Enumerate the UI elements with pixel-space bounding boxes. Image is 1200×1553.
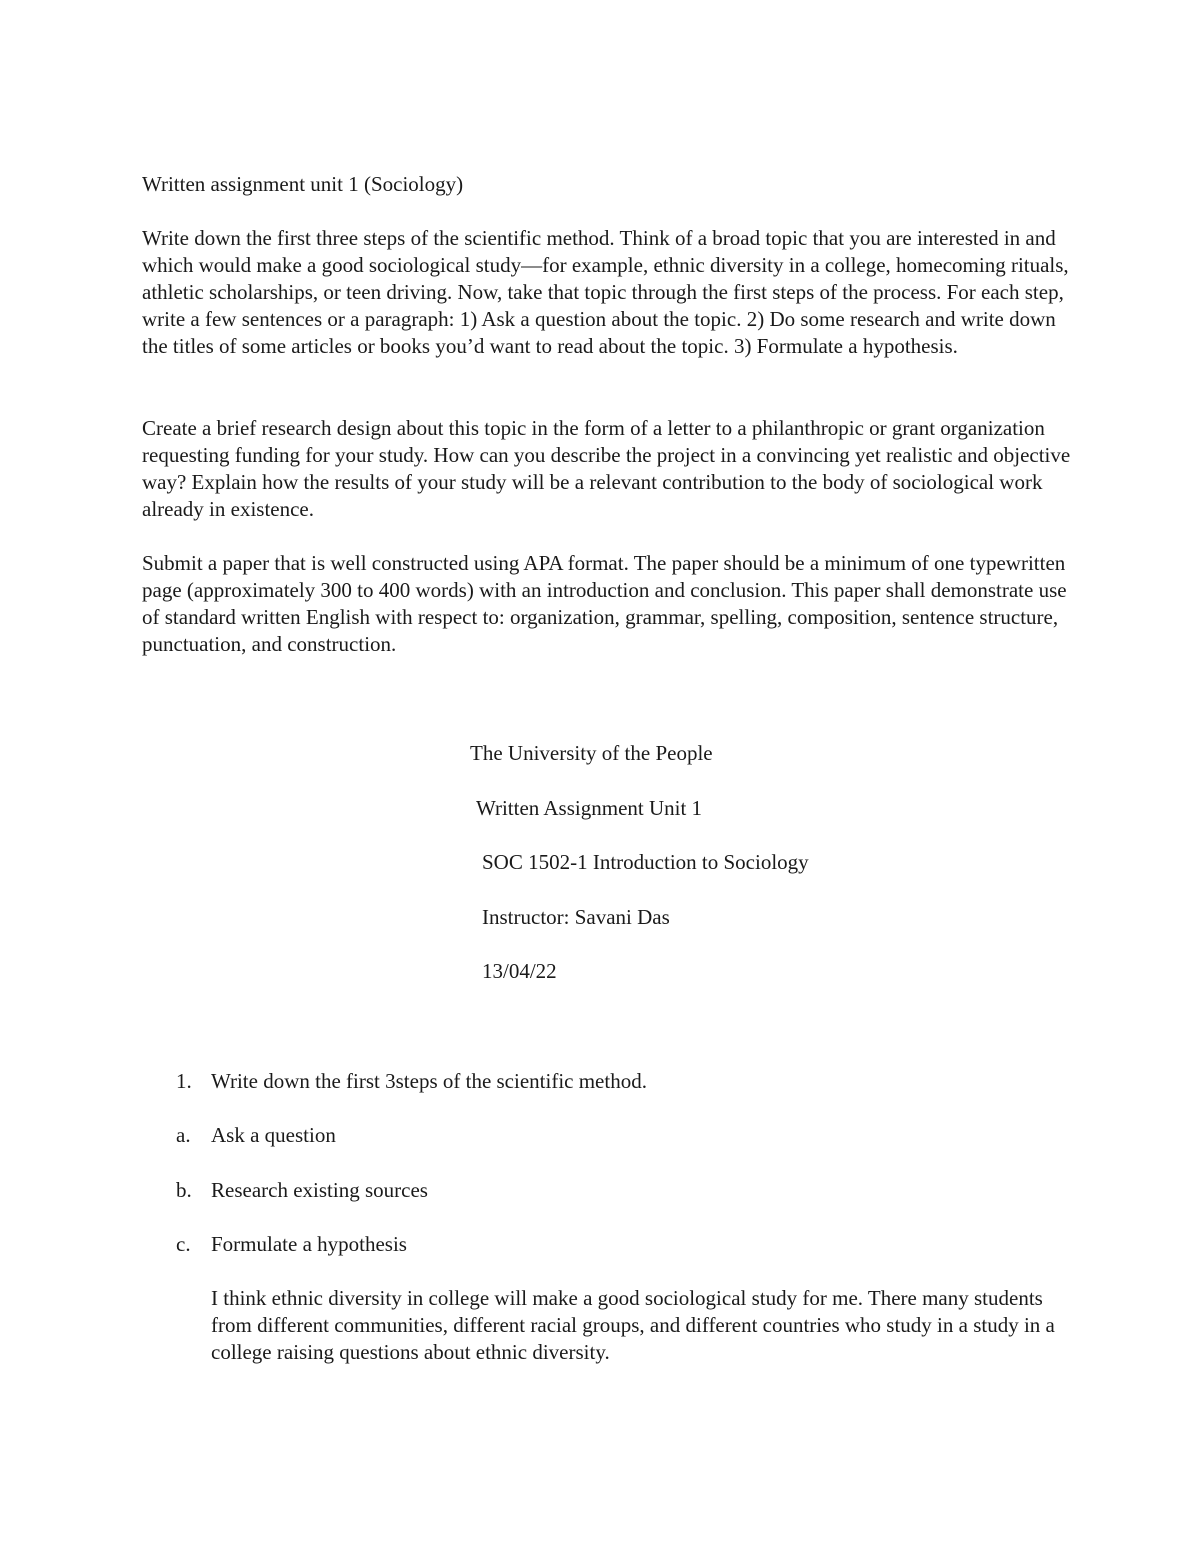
list-marker: a. [176, 1123, 191, 1147]
list-text: Formulate a hypothesis [211, 1232, 407, 1256]
list-text: Research existing sources [211, 1178, 428, 1202]
list-marker: c. [176, 1232, 191, 1256]
title-page-instructor: Instructor: Savani Das [482, 905, 670, 929]
list-item [0, 1231, 1200, 1258]
title-page-university: The University of the People [470, 741, 713, 765]
list-marker: 1. [176, 1069, 192, 1093]
list-item [0, 1068, 1200, 1095]
list-marker: b. [176, 1178, 192, 1202]
title-page-course: SOC 1502-1 Introduction to Sociology [482, 850, 809, 874]
title-page-date: 13/04/22 [482, 959, 557, 983]
list-text: Ask a question [211, 1123, 336, 1147]
prompt-paragraph-3: Submit a paper that is well constructed using APA format. The paper should be a minimum of one typewritten page (approximately 300 to 400 words) with an introduction and conclusion. This paper shall demonstrate use of standard written English with respect to: organization, grammar, spelling, composition, sentence structure, punctuation, and construction. [142, 551, 1067, 656]
assignment-heading: Written assignment unit 1 (Sociology) [142, 172, 464, 196]
prompt-paragraph-2: Create a brief research design about this topic in the form of a letter to a philanthropic or grant organization requesting funding for your study. How can you describe the project in a convincing yet realistic and objective way? Explain how the results of your study will be a relevant contribution to the body of sociological work already in existence. [142, 416, 1071, 521]
prompt-paragraph-1: Write down the first three steps of the scientific method. Think of a broad topic that you are interested in and which would make a good sociological study—for example, ethnic diversity in a college, homecoming rituals, athletic scholarships, or teen driving. Now, take that topic through the first steps of the process. For each step, write a few sentences or a paragraph: 1) Ask a question about the topic. 2) Do some research and write down the titles of some articles or books you’d want to read about the topic. 3) Formulate a hypothesis. [142, 226, 1069, 358]
title-page-assignment: Written Assignment Unit 1 [476, 796, 703, 820]
answer-paragraph: I think ethnic diversity in college will make a good sociological study for me. There many students from different communities, different racial groups, and different countries who study in a study in a college raising questions about ethnic diversity. [211, 1286, 1055, 1364]
list-item [0, 1177, 1200, 1204]
list-item [0, 1122, 1200, 1149]
list-text: Write down the first 3steps of the scientific method. [211, 1069, 647, 1093]
